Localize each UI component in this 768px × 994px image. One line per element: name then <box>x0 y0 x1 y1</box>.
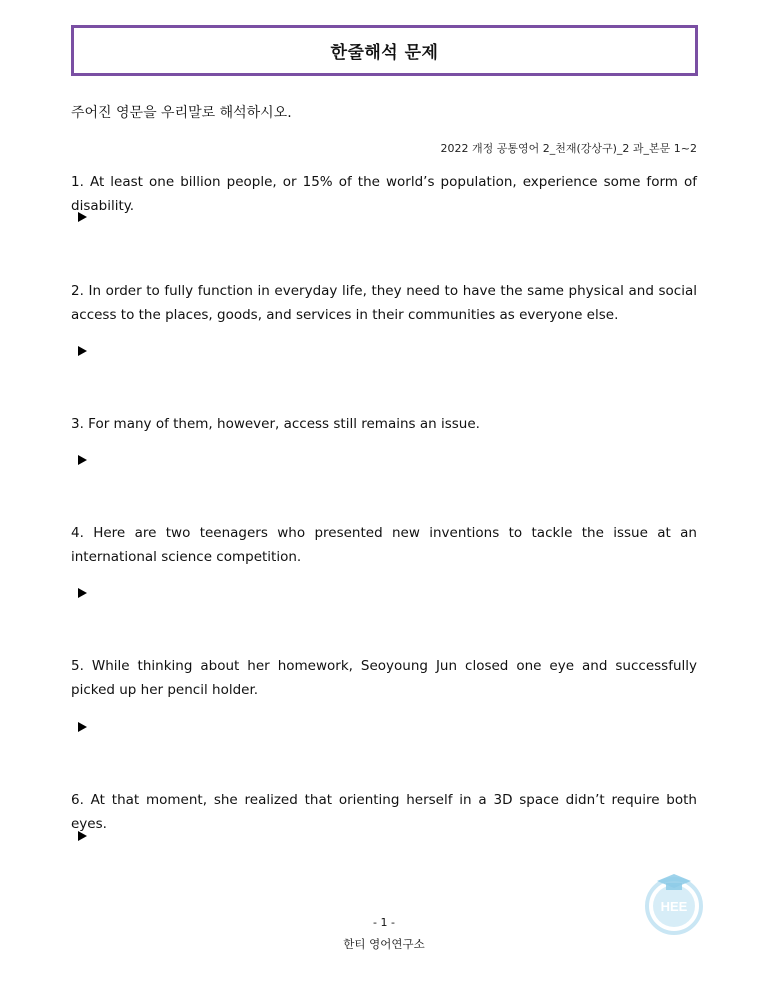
answer-arrow-icon <box>78 346 87 356</box>
page-number: - 1 - <box>373 916 395 929</box>
answer-arrow-icon <box>78 831 87 841</box>
question-2: 2. In order to fully function in everyday life, they need to have the same physical and social access to the places, goods, and services in their communities as everyone else. <box>71 283 697 323</box>
footer-org: 한티 영어연구소 <box>343 937 425 951</box>
question-3: 3. For many of them, however, access still remains an issue. <box>71 416 480 432</box>
instruction-text: 주어진 영문을 우리말로 해석하시오. <box>71 105 292 121</box>
question-1: 1. At least one billion people, or 15% of the world’s population, experience some form of disability. <box>71 174 697 214</box>
question-5: 5. While thinking about her homework, Seoyoung Jun closed one eye and successfully picked up her pencil holder. <box>71 658 697 698</box>
logo-text: HEE <box>660 899 688 914</box>
page-title-box <box>71 25 698 76</box>
graduation-cap-icon <box>657 874 691 890</box>
source-label: 2022 개정 공통영어 2_천재(강상구)_2 과_본문 1~2 <box>440 142 697 155</box>
hee-logo <box>636 866 712 942</box>
page-title: 한줄해석 문제 <box>330 43 439 63</box>
question-6: 6. At that moment, she realized that orienting herself in a 3D space didn’t require both eyes. <box>71 792 697 832</box>
answer-arrow-icon <box>78 722 87 732</box>
answer-arrow-icon <box>78 212 87 222</box>
answer-arrow-icon <box>78 455 87 465</box>
answer-arrow-icon <box>78 588 87 598</box>
question-4: 4. Here are two teenagers who presented new inventions to tackle the issue at an international science competition. <box>71 525 697 565</box>
